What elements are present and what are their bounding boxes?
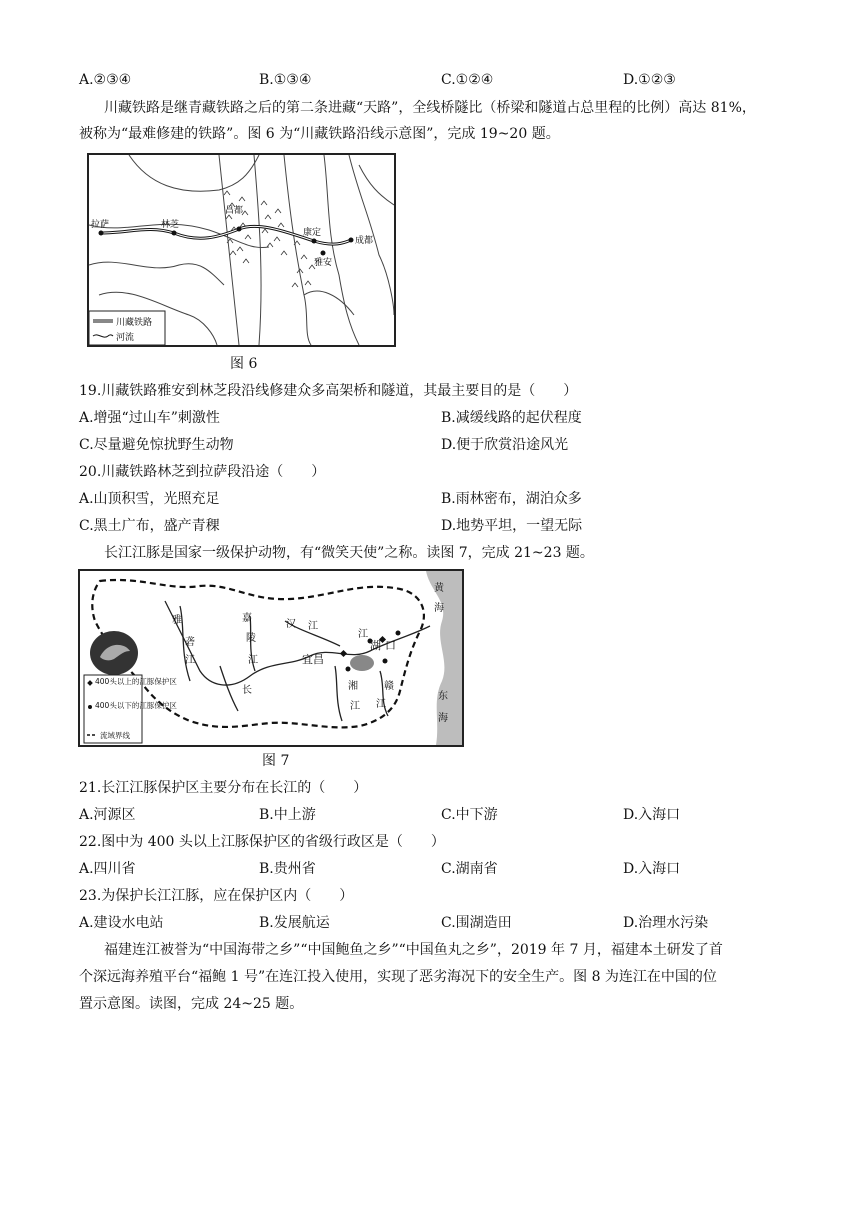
yaan-station-dot bbox=[321, 251, 326, 256]
yangtze-rivers bbox=[165, 601, 430, 721]
label-yalong-1: 雅 bbox=[172, 615, 182, 626]
changdu-station-dot bbox=[237, 227, 242, 232]
q18-option-b: B.①③④ bbox=[259, 72, 312, 88]
q18-option-d: D.①②③ bbox=[623, 72, 676, 88]
question-19-stem: 19.川藏铁路雅安到林芝段沿线修建众多高架桥和隧道，其最主要目的是（ ） bbox=[79, 383, 578, 399]
label-xiang-1: 湘 bbox=[348, 681, 358, 692]
q22-option-a: A.四川省 bbox=[79, 861, 136, 877]
intro-paragraph-line: 福建连江被誉为“中国海带之乡”“中国鲍鱼之乡”“中国鱼丸之乡”，2019 年 7 月，福建本土研发了首 bbox=[104, 942, 723, 958]
label-jiang-main: 江 bbox=[358, 629, 368, 640]
q21-option-a: A.河源区 bbox=[79, 807, 136, 823]
intro-paragraph-line: 置示意图。读图，完成 24~25 题。 bbox=[79, 996, 304, 1012]
q18-option-c: C.①②④ bbox=[441, 72, 494, 88]
q23-option-b: B.发展航运 bbox=[259, 915, 330, 931]
figure-6-legend bbox=[89, 311, 165, 345]
legend-railway: 川藏铁路 bbox=[116, 318, 153, 328]
legend-boundary: 流域界线 bbox=[100, 731, 130, 740]
intro-paragraph-line: 川藏铁路是继青藏铁路之后的第二条进藏“天路”，全线桥隧比（桥梁和隧道占总里程的比例）高达 81%， bbox=[104, 100, 756, 116]
q22-option-d: D.入海口 bbox=[623, 861, 681, 877]
label-chang: 长 bbox=[242, 685, 252, 696]
figure-6-caption: 图 6 bbox=[230, 356, 258, 372]
question-22-stem: 22.图中为 400 头以上江豚保护区的省级行政区是（ ） bbox=[79, 834, 445, 850]
label-xiang-2: 江 bbox=[350, 701, 360, 712]
place-chengdu: 成都 bbox=[355, 236, 374, 246]
dongting-lake bbox=[350, 655, 374, 671]
label-yalong-2: 砻 bbox=[185, 637, 195, 648]
label-han-1: 汉 bbox=[286, 619, 296, 630]
question-20-stem: 20.川藏铁路林芝到拉萨段沿途（ ） bbox=[79, 464, 326, 480]
dolphin-photo-inset bbox=[90, 631, 138, 675]
label-jialing-1: 嘉 bbox=[242, 613, 252, 624]
label-jialing-2: 陵 bbox=[246, 633, 256, 644]
q20-option-d: D.地势平坦，一望无际 bbox=[441, 518, 583, 534]
figure-6-map bbox=[87, 153, 396, 347]
figure-7-caption: 图 7 bbox=[262, 753, 290, 769]
kangding-station-dot bbox=[312, 239, 317, 244]
q22-option-c: C.湖南省 bbox=[441, 861, 498, 877]
q19-option-d: D.便于欣赏沿途风光 bbox=[441, 437, 569, 453]
intro-paragraph-line: 被称为“最难修建的铁路”。图 6 为“川藏铁路沿线示意图”，完成 19~20 题。 bbox=[79, 126, 560, 142]
figure-7-legend bbox=[84, 675, 177, 743]
label-hai-1: 海 bbox=[434, 603, 444, 614]
legend-above-400: 400头以上的江豚保护区 bbox=[95, 677, 177, 686]
linzhi-station-dot bbox=[172, 231, 177, 236]
label-kou: 口 bbox=[385, 639, 396, 652]
place-kangding: 康定 bbox=[303, 228, 322, 238]
q18-option-a: A.②③④ bbox=[79, 72, 132, 88]
q20-option-c: C.黑土广布，盛产青稞 bbox=[79, 518, 220, 534]
q19-option-a: A.增强“过山车”刺激性 bbox=[79, 410, 220, 426]
q22-option-b: B.贵州省 bbox=[259, 861, 316, 877]
chengdu-station-dot bbox=[349, 238, 354, 243]
label-gan-1: 赣 bbox=[384, 681, 394, 692]
q23-option-c: C.围湖造田 bbox=[441, 915, 512, 931]
label-dong: 东 bbox=[438, 691, 448, 702]
lasa-station-dot bbox=[99, 231, 104, 236]
intro-paragraph-line: 长江江豚是国家一级保护动物，有“微笑天使”之称。读图 7，完成 21~23 题。 bbox=[104, 545, 594, 561]
q21-option-b: B.中上游 bbox=[259, 807, 316, 823]
q21-option-c: C.中下游 bbox=[441, 807, 498, 823]
label-huang: 黄 bbox=[434, 583, 444, 594]
intro-paragraph-line: 个深远海养殖平台“福鲍 1 号”在连江投入使用，实现了恶劣海况下的安全生产。图 8 为连江在中国的位 bbox=[79, 969, 717, 985]
label-han-2: 江 bbox=[308, 621, 318, 632]
q23-option-d: D.治理水污染 bbox=[623, 915, 709, 931]
place-lasa: 拉萨 bbox=[91, 220, 110, 230]
q20-option-a: A.山顶积雪，光照充足 bbox=[79, 491, 220, 507]
place-changdu: 昌都 bbox=[225, 206, 244, 216]
label-jialing-3: 江 bbox=[248, 655, 258, 666]
label-yichang: 宜昌 bbox=[302, 653, 324, 666]
label-yalong-3: 江 bbox=[185, 655, 195, 666]
q19-option-b: B.减缓线路的起伏程度 bbox=[441, 410, 582, 426]
place-linzhi: 林芝 bbox=[161, 220, 180, 230]
q20-option-b: B.雨林密布，湖泊众多 bbox=[441, 491, 582, 507]
label-gan-2: 江 bbox=[376, 699, 386, 710]
legend-below-400: 400头以下的江豚保护区 bbox=[95, 701, 177, 710]
q21-option-d: D.入海口 bbox=[623, 807, 681, 823]
place-yaan: 雅安 bbox=[314, 258, 333, 268]
legend-river: 河流 bbox=[116, 333, 135, 343]
label-hu: 湖 bbox=[370, 639, 381, 652]
q23-option-a: A.建设水电站 bbox=[79, 915, 164, 931]
question-23-stem: 23.为保护长江江豚，应在保护区内（ ） bbox=[79, 888, 354, 904]
question-21-stem: 21.长江江豚保护区主要分布在长江的（ ） bbox=[79, 780, 368, 796]
label-hai-2: 海 bbox=[438, 713, 448, 724]
q19-option-c: C.尽量避免惊扰野生动物 bbox=[79, 437, 234, 453]
figure-7-map bbox=[78, 569, 464, 747]
